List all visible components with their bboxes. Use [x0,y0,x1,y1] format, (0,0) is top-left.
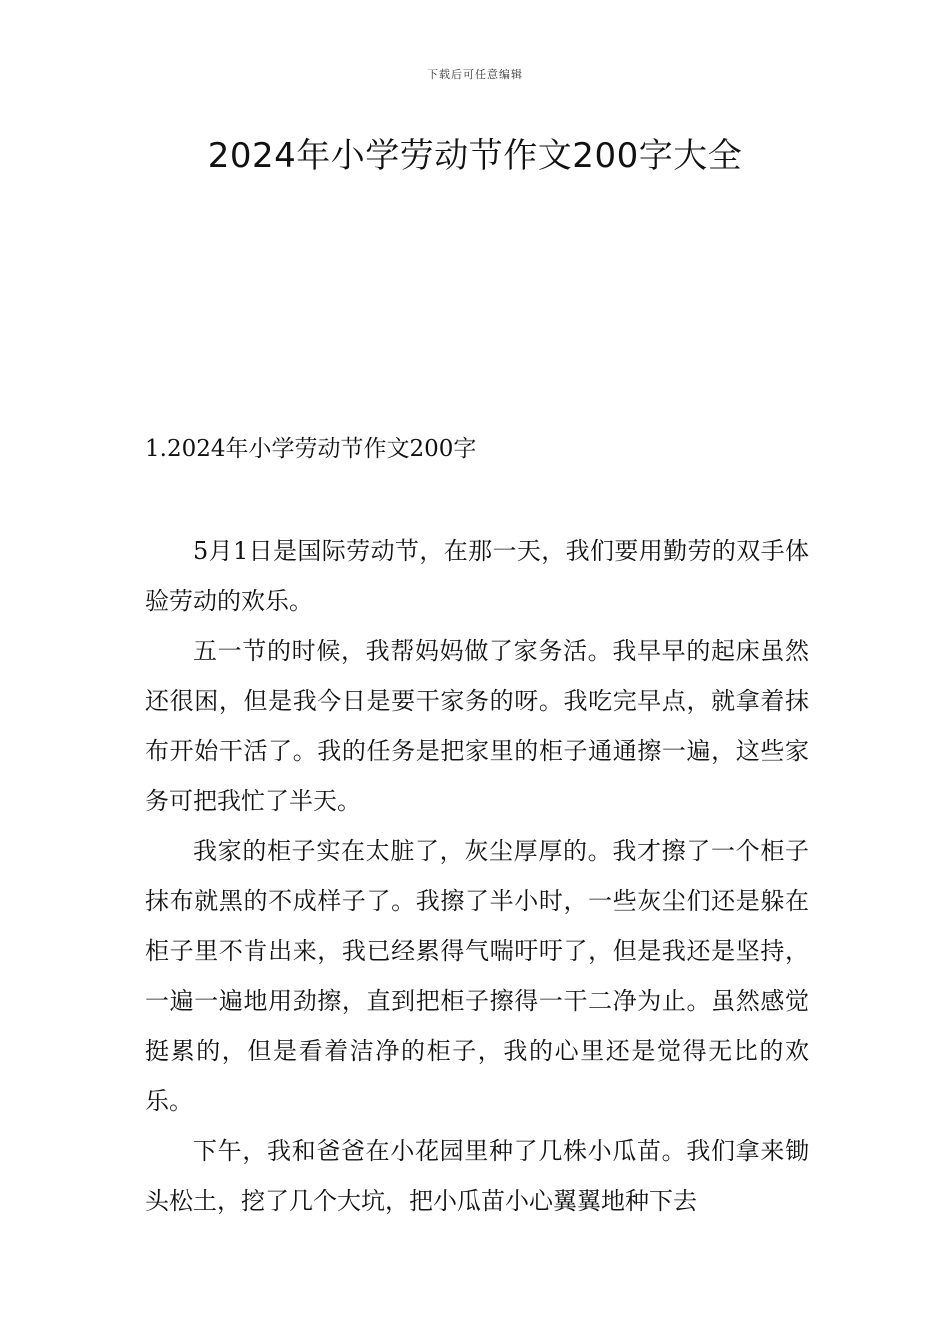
document-title: 2024年小学劳动节作文200字大全 [207,136,743,176]
paragraph: 我家的柜子实在太脏了，灰尘厚厚的。我才擦了一个柜子抹布就黑的不成样子了。我擦了半小时，一些灰尘们还是躲在柜子里不肯出来，我已经累得气喘吁吁了，但是我还是坚持，一遍一遍地用劲擦，直到把柜子擦得一干二净为止。虽然感觉挺累的，但是看着洁净的柜子，我的心里还是觉得无比的欢乐。 [145,837,809,1115]
paragraph: 下午，我和爸爸在小花园里种了几株小瓜苗。我们拿来锄头松土，挖了几个大坑，把小瓜苗小心翼翼地种下去 [145,1137,809,1215]
header-note: 下载后可任意编辑 [427,68,523,81]
paragraph: 五一节的时候，我帮妈妈做了家务活。我早早的起床虽然还很困，但是我今日是要干家务的呀。我吃完早点，就拿着抹布开始干活了。我的任务是把家里的柜子通通擦一遍，这些家务可把我忙了半天。 [145,637,809,815]
paragraph: 5月1日是国际劳动节，在那一天，我们要用勤劳的双手体验劳动的欢乐。 [145,537,809,615]
section-heading: 1.2024年小学劳动节作文200字 [145,436,477,462]
document-body [145,526,809,1226]
